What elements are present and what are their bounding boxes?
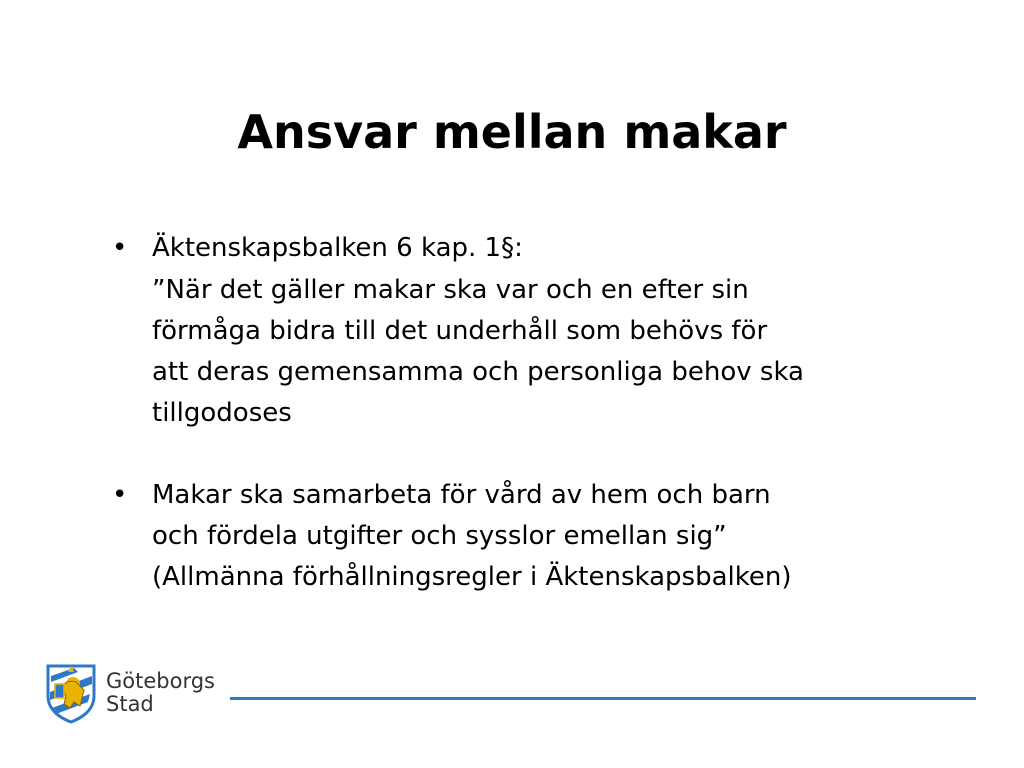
logo-wordmark bbox=[106, 670, 215, 716]
goteborgs-stad-logo bbox=[44, 662, 224, 724]
quote-line: förmåga bidra till det underhåll som behövs för bbox=[152, 316, 768, 346]
quote-line: ”När det gäller makar ska var och en efter sin bbox=[152, 275, 749, 305]
bullet-glyph: • bbox=[112, 233, 128, 263]
law-quote bbox=[152, 270, 942, 434]
logo-line: Göteborgs bbox=[106, 669, 215, 693]
bullet-line: (Allmänna förhållningsregler i Äktenskapsbalken) bbox=[152, 562, 792, 592]
logo-line: Stad bbox=[106, 692, 154, 716]
bullet-line: och fördela utgifter och sysslor emellan sig” bbox=[152, 521, 727, 551]
bullet-item-2 bbox=[112, 475, 972, 598]
quote-line: tillgodoses bbox=[152, 398, 292, 428]
bullet-item-1 bbox=[112, 228, 972, 269]
quote-line: att deras gemensamma och personliga behov ska bbox=[152, 357, 804, 387]
city-crest-lion-icon bbox=[44, 662, 98, 724]
bullet-glyph: • bbox=[112, 480, 128, 510]
bullet-text bbox=[152, 475, 972, 598]
bullet-text: Äktenskapsbalken 6 kap. 1§: bbox=[152, 233, 523, 263]
footer-divider bbox=[230, 697, 976, 700]
slide-title: Ansvar mellan makar bbox=[237, 105, 787, 159]
slide-content bbox=[112, 228, 972, 598]
bullet-line: Makar ska samarbeta för vård av hem och barn bbox=[152, 480, 771, 510]
